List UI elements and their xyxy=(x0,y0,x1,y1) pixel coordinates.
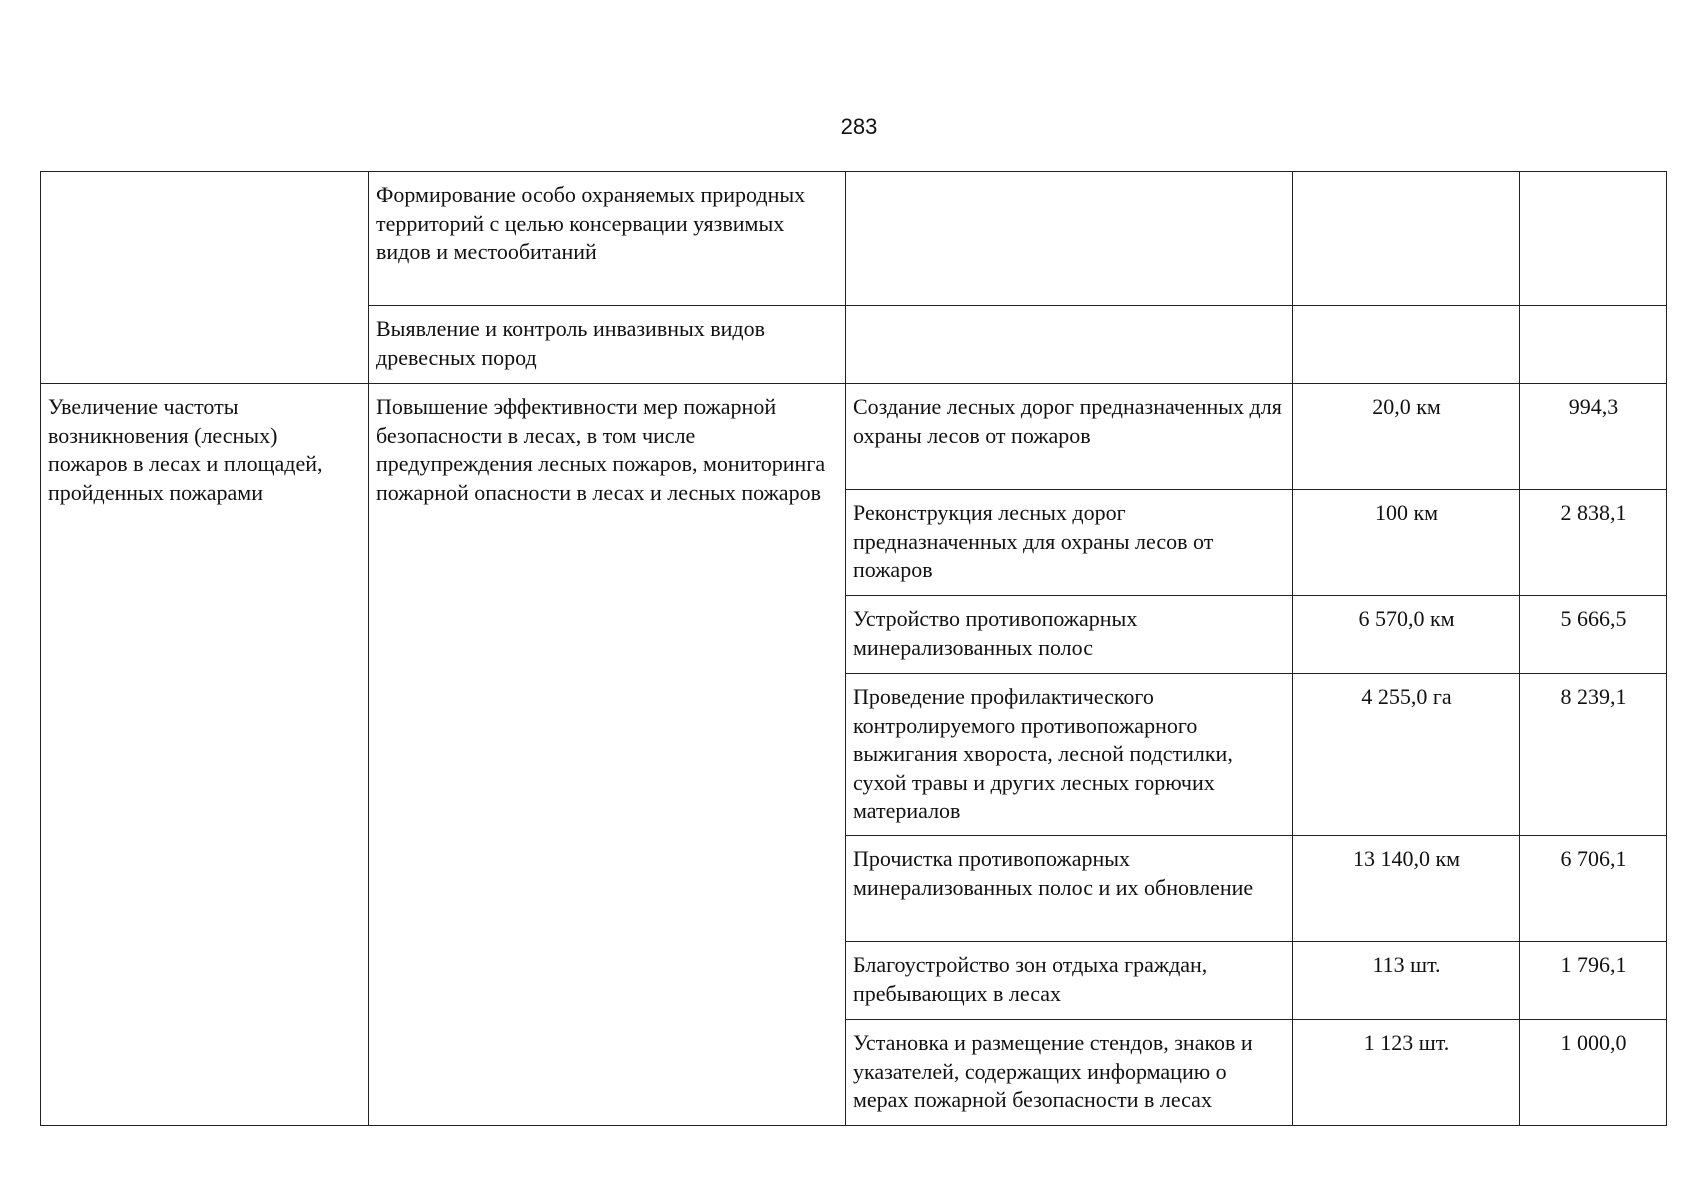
volume-cell: 4 255,0 га xyxy=(1293,674,1520,836)
table-row xyxy=(41,172,1667,306)
volume-cell: 100 км xyxy=(1293,490,1520,596)
cost-cell: 5 666,5 xyxy=(1520,596,1667,674)
table-row xyxy=(41,384,1667,490)
volume-cell: 1 123 шт. xyxy=(1293,1020,1520,1126)
volume-cell: 6 570,0 км xyxy=(1293,596,1520,674)
volume-cell: 113 шт. xyxy=(1293,942,1520,1020)
activity-cell: Установка и размещение стендов, знаков и указателей, содержащих информацию о мерах пожарной безопасности в лесах xyxy=(846,1020,1293,1126)
cost-cell xyxy=(1520,306,1667,384)
cost-cell: 8 239,1 xyxy=(1520,674,1667,836)
cost-cell: 2 838,1 xyxy=(1520,490,1667,596)
measure-cell: Формирование особо охраняемых природных территорий с целью консервации уязвимых видов и местообитаний xyxy=(369,172,846,306)
activity-cell: Создание лесных дорог предназначенных для охраны лесов от пожаров xyxy=(846,384,1293,490)
volume-cell xyxy=(1293,172,1520,306)
activity-cell: Проведение профилактического контролируемого противопожарного выжигания хвороста, лесной подстилки, сухой травы и других лесных горючих материалов xyxy=(846,674,1293,836)
risk-cell-empty xyxy=(41,172,369,384)
volume-cell xyxy=(1293,306,1520,384)
volume-cell: 13 140,0 км xyxy=(1293,836,1520,942)
activity-cell: Устройство противопожарных минерализованных полос xyxy=(846,596,1293,674)
activity-cell xyxy=(846,306,1293,384)
cost-cell: 994,3 xyxy=(1520,384,1667,490)
volume-cell: 20,0 км xyxy=(1293,384,1520,490)
measure-cell: Выявление и контроль инвазивных видов древесных пород xyxy=(369,306,846,384)
risk-cell: Увеличение частоты возникновения (лесных) пожаров в лесах и площадей, пройденных пожарами xyxy=(41,384,369,1126)
cost-cell: 1 796,1 xyxy=(1520,942,1667,1020)
activity-cell: Благоустройство зон отдыха граждан, пребывающих в лесах xyxy=(846,942,1293,1020)
measures-table xyxy=(40,171,1667,1126)
cost-cell: 1 000,0 xyxy=(1520,1020,1667,1126)
page-number: 283 xyxy=(840,114,878,139)
activity-cell xyxy=(846,172,1293,306)
activity-cell: Прочистка противопожарных минерализованных полос и их обновление xyxy=(846,836,1293,942)
measure-cell: Повышение эффективности мер пожарной безопасности в лесах, в том числе предупреждения лесных пожаров, мониторинга пожарной опасности в лесах и лесных пожаров xyxy=(369,384,846,1126)
activity-cell: Реконструкция лесных дорог предназначенных для охраны лесов от пожаров xyxy=(846,490,1293,596)
cost-cell: 6 706,1 xyxy=(1520,836,1667,942)
cost-cell xyxy=(1520,172,1667,306)
